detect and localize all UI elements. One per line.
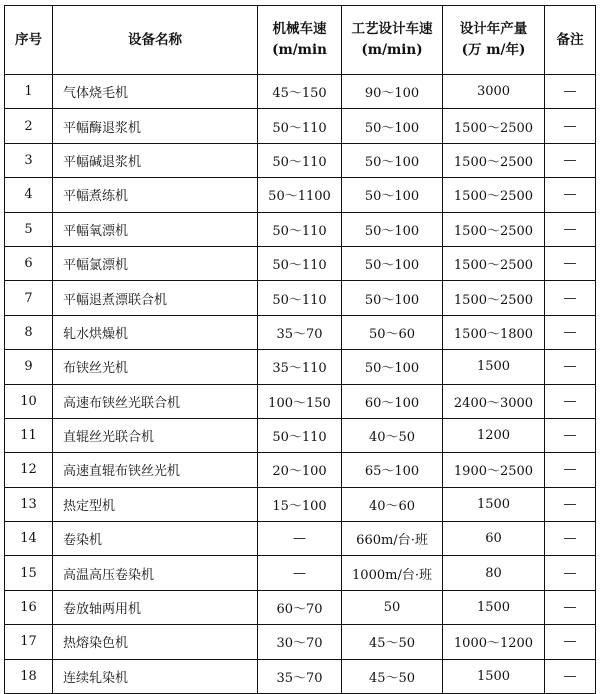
cell-no: 3 — [5, 143, 53, 177]
cell-capacity: 1000～1200 — [443, 625, 545, 659]
table-row — [5, 178, 596, 212]
cell-no: 13 — [5, 487, 53, 521]
table-row — [5, 418, 596, 452]
cell-mech-speed: 50～110 — [258, 418, 342, 452]
cell-capacity: 1500 — [443, 487, 545, 521]
cell-remark: — — [545, 143, 596, 177]
cell-name: 卷染机 — [53, 522, 258, 556]
table-row — [5, 522, 596, 556]
cell-name: 直辊丝光联合机 — [53, 418, 258, 452]
cell-remark: — — [545, 590, 596, 624]
header-no: 序号 — [5, 6, 53, 75]
cell-proc-speed: 50～100 — [342, 281, 443, 315]
cell-remark: — — [545, 522, 596, 556]
cell-mech-speed: 100～150 — [258, 384, 342, 418]
cell-no: 14 — [5, 522, 53, 556]
cell-no: 17 — [5, 625, 53, 659]
table-row — [5, 143, 596, 177]
cell-name: 高速直辊布铗丝光机 — [53, 453, 258, 487]
cell-no: 15 — [5, 556, 53, 590]
cell-name: 连续轧染机 — [53, 659, 258, 693]
cell-remark: — — [545, 659, 596, 693]
cell-remark: — — [545, 418, 596, 452]
cell-mech-speed: 50～110 — [258, 143, 342, 177]
cell-name: 热熔染色机 — [53, 625, 258, 659]
table-row — [5, 315, 596, 349]
cell-capacity: 1500～2500 — [443, 281, 545, 315]
cell-proc-speed: 45～50 — [342, 659, 443, 693]
cell-capacity: 2400～3000 — [443, 384, 545, 418]
header-capacity-line2: (万 m/年) — [461, 42, 526, 58]
cell-capacity: 1200 — [443, 418, 545, 452]
cell-proc-speed: 50～100 — [342, 143, 443, 177]
cell-proc-speed: 40～50 — [342, 418, 443, 452]
cell-name: 热定型机 — [53, 487, 258, 521]
cell-name: 气体烧毛机 — [53, 75, 258, 109]
cell-capacity: 1500～2500 — [443, 246, 545, 280]
header-remark: 备注 — [545, 6, 596, 75]
cell-capacity: 1500 — [443, 350, 545, 384]
cell-proc-speed: 50～100 — [342, 109, 443, 143]
cell-mech-speed: 50～110 — [258, 281, 342, 315]
equipment-table — [4, 5, 596, 694]
cell-no: 9 — [5, 350, 53, 384]
table-row — [5, 590, 596, 624]
header-row — [5, 6, 596, 75]
table-row — [5, 625, 596, 659]
cell-name: 平幅氯漂机 — [53, 246, 258, 280]
cell-no: 18 — [5, 659, 53, 693]
cell-capacity: 1500 — [443, 659, 545, 693]
table-row — [5, 109, 596, 143]
cell-remark: — — [545, 556, 596, 590]
table-row — [5, 281, 596, 315]
cell-mech-speed: 50～110 — [258, 246, 342, 280]
cell-remark: — — [545, 315, 596, 349]
cell-proc-speed: 40～60 — [342, 487, 443, 521]
cell-name: 轧水烘燥机 — [53, 315, 258, 349]
cell-proc-speed: 50 — [342, 590, 443, 624]
header-name: 设备名称 — [53, 6, 258, 75]
cell-name: 平幅碱退浆机 — [53, 143, 258, 177]
cell-proc-speed: 90～100 — [342, 75, 443, 109]
cell-no: 8 — [5, 315, 53, 349]
cell-no: 10 — [5, 384, 53, 418]
cell-capacity: 1500～2500 — [443, 143, 545, 177]
cell-capacity: 1500～2500 — [443, 178, 545, 212]
cell-mech-speed: 50～1100 — [258, 178, 342, 212]
header-mech-speed — [258, 6, 342, 75]
cell-mech-speed: 50～110 — [258, 109, 342, 143]
table-row — [5, 384, 596, 418]
cell-proc-speed: 50～100 — [342, 212, 443, 246]
cell-proc-speed: 1000m/台·班 — [342, 556, 443, 590]
cell-proc-speed: 60～100 — [342, 384, 443, 418]
cell-remark: — — [545, 453, 596, 487]
cell-proc-speed: 660m/台·班 — [342, 522, 443, 556]
cell-capacity: 1900～2500 — [443, 453, 545, 487]
cell-name: 平幅氧漂机 — [53, 212, 258, 246]
cell-name: 高速布铗丝光联合机 — [53, 384, 258, 418]
cell-mech-speed: 35～70 — [258, 659, 342, 693]
cell-mech-speed: 50～110 — [258, 212, 342, 246]
cell-proc-speed: 65～100 — [342, 453, 443, 487]
cell-remark: — — [545, 625, 596, 659]
cell-no: 16 — [5, 590, 53, 624]
cell-remark: — — [545, 75, 596, 109]
table-row — [5, 350, 596, 384]
cell-remark: — — [545, 384, 596, 418]
cell-mech-speed: — — [258, 522, 342, 556]
cell-name: 布铗丝光机 — [53, 350, 258, 384]
cell-proc-speed: 50～60 — [342, 315, 443, 349]
cell-no: 7 — [5, 281, 53, 315]
cell-name: 平幅煮练机 — [53, 178, 258, 212]
cell-no: 1 — [5, 75, 53, 109]
cell-capacity: 3000 — [443, 75, 545, 109]
cell-remark: — — [545, 109, 596, 143]
cell-mech-speed: 30～70 — [258, 625, 342, 659]
cell-no: 11 — [5, 418, 53, 452]
cell-no: 12 — [5, 453, 53, 487]
cell-mech-speed: 35～110 — [258, 350, 342, 384]
cell-proc-speed: 50～100 — [342, 350, 443, 384]
cell-no: 2 — [5, 109, 53, 143]
header-capacity — [443, 6, 545, 75]
cell-proc-speed: 50～100 — [342, 246, 443, 280]
header-mech-speed-line2: (m/min — [272, 42, 327, 58]
cell-remark: — — [545, 281, 596, 315]
cell-mech-speed: 15～100 — [258, 487, 342, 521]
cell-proc-speed: 45～50 — [342, 625, 443, 659]
header-proc-speed-line1: 工艺设计车速 — [351, 21, 433, 37]
cell-name: 平幅酶退浆机 — [53, 109, 258, 143]
table-row — [5, 453, 596, 487]
cell-capacity: 1500～2500 — [443, 212, 545, 246]
cell-capacity: 80 — [443, 556, 545, 590]
table-row — [5, 212, 596, 246]
cell-remark: — — [545, 178, 596, 212]
cell-no: 5 — [5, 212, 53, 246]
cell-remark: — — [545, 212, 596, 246]
header-mech-speed-line1: 机械车速 — [272, 21, 327, 37]
cell-capacity: 1500 — [443, 590, 545, 624]
cell-remark: — — [545, 487, 596, 521]
cell-mech-speed: 45～150 — [258, 75, 342, 109]
cell-mech-speed: 35～70 — [258, 315, 342, 349]
cell-capacity: 1500～1800 — [443, 315, 545, 349]
header-proc-speed-line2: (m/min) — [361, 42, 423, 58]
table-row — [5, 75, 596, 109]
table-row — [5, 487, 596, 521]
cell-remark: — — [545, 246, 596, 280]
cell-name: 平幅退煮漂联合机 — [53, 281, 258, 315]
cell-capacity: 1500～2500 — [443, 109, 545, 143]
cell-proc-speed: 50～100 — [342, 178, 443, 212]
cell-capacity: 60 — [443, 522, 545, 556]
cell-no: 6 — [5, 246, 53, 280]
cell-mech-speed: 60～70 — [258, 590, 342, 624]
cell-name: 高温高压卷染机 — [53, 556, 258, 590]
header-proc-speed — [342, 6, 443, 75]
cell-remark: — — [545, 350, 596, 384]
table-row — [5, 659, 596, 693]
cell-mech-speed: — — [258, 556, 342, 590]
cell-name: 卷放轴两用机 — [53, 590, 258, 624]
cell-mech-speed: 20～100 — [258, 453, 342, 487]
table-row — [5, 246, 596, 280]
table-row — [5, 556, 596, 590]
cell-no: 4 — [5, 178, 53, 212]
header-capacity-line1: 设计年产量 — [459, 21, 528, 37]
